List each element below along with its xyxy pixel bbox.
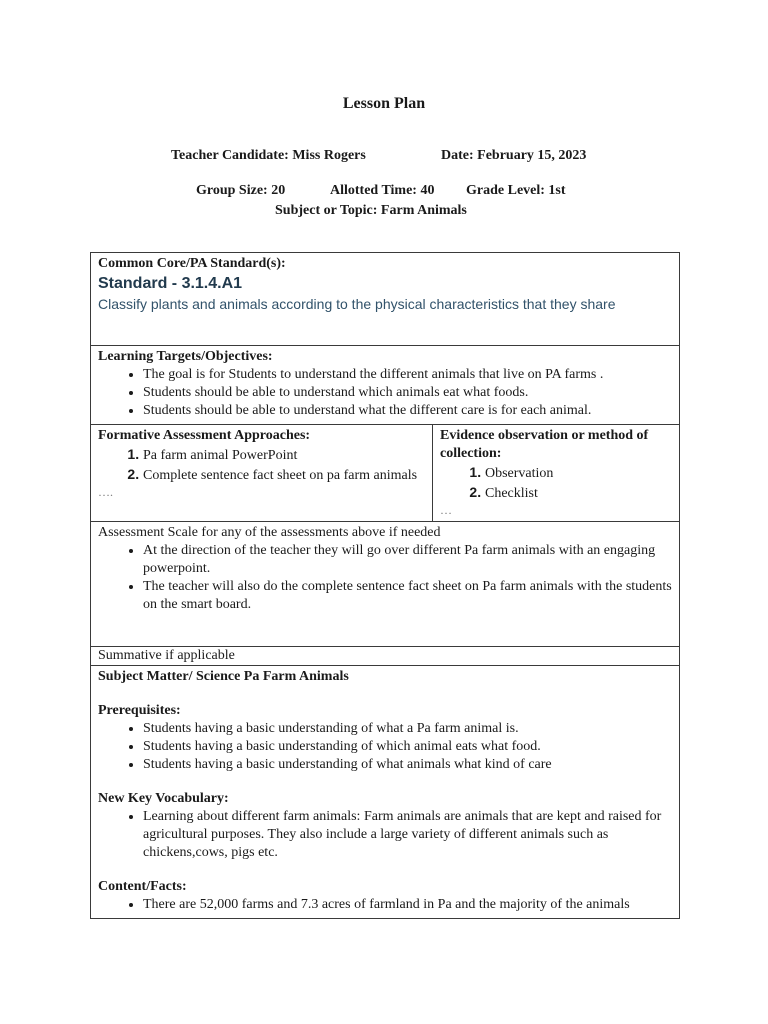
content-facts-label: Content/Facts: <box>98 879 187 894</box>
list-item: 1. Observation <box>485 463 672 483</box>
grade-level: Grade Level: 1st <box>466 183 566 198</box>
list-item: • Learning about different farm animals: Farm animals are animals that are kept and raised for agricultural purposes. They also include a large variety of different animals such as chickens,cows, pigs etc. <box>143 808 672 862</box>
scale-row <box>91 522 680 647</box>
list-item: • Students should be able to understand what the different care is for each animal. <box>143 402 672 420</box>
objectives-list <box>98 366 672 420</box>
formative-trailer: …. <box>98 485 113 499</box>
evidence-trailer: … <box>440 503 452 517</box>
formative-list <box>98 445 425 485</box>
standards-cell <box>91 253 680 346</box>
list-item: • There are 52,000 farms and 7.3 acres of farmland in Pa and the majority of the animals <box>143 896 672 914</box>
content-facts-list <box>98 896 672 914</box>
formative-cell <box>91 425 433 522</box>
summative-row <box>91 647 680 666</box>
lesson-date: Date: February 15, 2023 <box>441 148 587 163</box>
objectives-cell <box>91 346 680 425</box>
prerequisites-list <box>98 720 672 774</box>
standard-code: Standard - 3.1.4.A1 <box>98 275 243 292</box>
teacher-candidate: Teacher Candidate: Miss Rogers <box>171 148 366 163</box>
group-size: Group Size: 20 <box>196 183 286 198</box>
standard-description: Classify plants and animals according to the physical characteristics that they share <box>98 296 616 312</box>
evidence-list <box>440 463 672 503</box>
summative-label: Summative if applicable <box>98 648 235 663</box>
evidence-cell <box>433 425 680 522</box>
summative-cell <box>91 647 680 666</box>
subject-matter-cell <box>91 666 680 919</box>
objectives-label: Learning Targets/Objectives: <box>98 349 273 364</box>
list-item: • The goal is for Students to understand the different animals that live on PA farms . <box>143 366 672 384</box>
assessment-row <box>91 425 680 522</box>
list-item: 1. Pa farm animal PowerPoint <box>143 445 425 465</box>
list-item: • The teacher will also do the complete sentence fact sheet on Pa farm animals with the students on the smart board. <box>143 578 672 614</box>
list-item: • Students having a basic understanding of what a Pa farm animal is. <box>143 720 672 738</box>
subject-matter-row <box>91 666 680 919</box>
vocabulary-label: New Key Vocabulary: <box>98 791 229 806</box>
list-item: • Students having a basic understanding of what animals what kind of care <box>143 756 672 774</box>
list-item: • At the direction of the teacher they will go over different Pa farm animals with an engaging powerpoint. <box>143 542 672 578</box>
objectives-row <box>91 346 680 425</box>
page-title: Lesson Plan <box>342 95 426 112</box>
evidence-label: Evidence observation or method of collection: <box>440 428 649 461</box>
list-item: • Students should be able to understand which animals eat what foods. <box>143 384 672 402</box>
formative-label: Formative Assessment Approaches: <box>98 428 311 443</box>
allotted-time: Allotted Time: 40 <box>330 183 435 198</box>
list-item: 2. Complete sentence fact sheet on pa farm animals <box>143 465 425 485</box>
standards-row <box>91 253 680 346</box>
standards-label: Common Core/PA Standard(s): <box>98 256 286 271</box>
list-item: • Students having a basic understanding of which animal eats what food. <box>143 738 672 756</box>
prerequisites-label: Prerequisites: <box>98 703 181 718</box>
scale-label: Assessment Scale for any of the assessments above if needed <box>98 525 441 540</box>
vocabulary-list <box>98 808 672 862</box>
scale-list <box>98 542 672 614</box>
subject-matter-heading: Subject Matter/ Science Pa Farm Animals <box>98 669 349 684</box>
subject-topic: Subject or Topic: Farm Animals <box>275 203 467 218</box>
list-item: 2. Checklist <box>485 483 672 503</box>
lesson-plan-table <box>90 252 680 919</box>
scale-cell <box>91 522 680 647</box>
